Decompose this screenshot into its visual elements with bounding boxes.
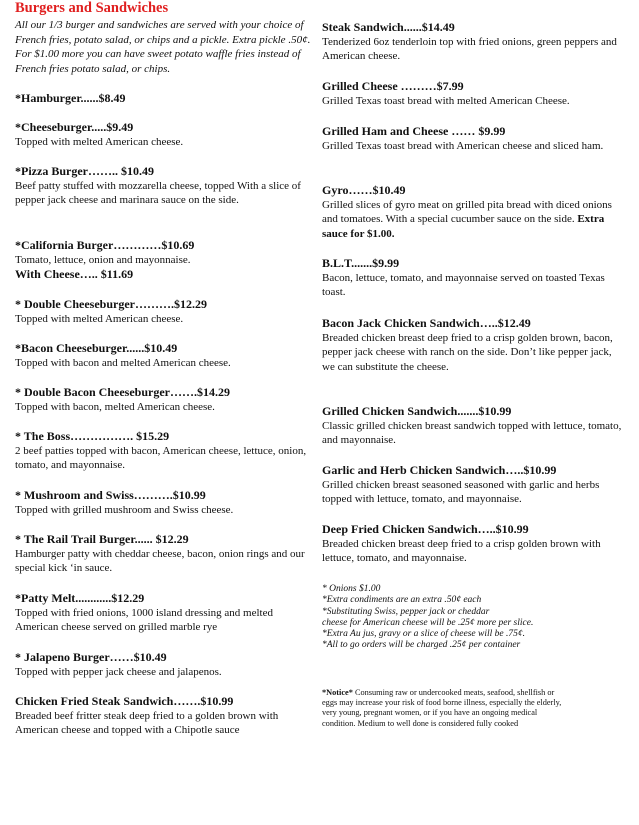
item-description: Breaded chicken breast deep fried to a crisp golden brown, bacon, pepper jack cheese with ranch on the side. Don’t like pepper jack, we can substitute the cheese. [322, 331, 613, 373]
menu-item [15, 341, 315, 370]
menu-item [322, 256, 624, 300]
item-name: * Double Cheeseburger……….$12.29 [15, 297, 207, 311]
item-description: Topped with grilled mushroom and Swiss cheese. [15, 503, 234, 516]
menu-item [15, 297, 315, 326]
menu-item [15, 650, 315, 679]
item-description: Grilled Texas toast bread with melted American Cheese. [322, 94, 570, 107]
item-description: Topped with fried onions, 1000 island dressing and melted American cheese served on grilled marble rye [15, 606, 273, 633]
item-name: Grilled Ham and Cheese …… $9.99 [322, 124, 506, 138]
item-description: Bacon, lettuce, tomato, and mayonnaise served on toasted Texas toast. [322, 271, 605, 298]
menu-item [322, 79, 624, 108]
intro-text: All our 1/3 burger and sandwiches are served with your choice of French fries, potato salad, or chips and a pickle. Extra pickle .50¢. For $1.00 more you can have sweet potato waffle fries instead of French fries potato salad, or chips. [15, 19, 311, 75]
item-name: *Cheeseburger.....$9.49 [15, 120, 134, 134]
item-name: *Patty Melt............$12.29 [15, 591, 145, 605]
item-description: 2 beef patties topped with bacon, American cheese, lettuce, onion, tomato, and mayonnaise. [15, 444, 307, 471]
item-description: Tenderized 6oz tenderloin top with fried onions, green peppers and American cheese. [322, 35, 617, 62]
item-description: Hamburger patty with cheddar cheese, bacon, onion rings and our special kick ‘in sauce. [15, 547, 305, 574]
item-description: Topped with melted American cheese. [15, 312, 184, 325]
item-description [322, 198, 624, 242]
item-description: Grilled Texas toast bread with American cheese and sliced ham. [322, 139, 604, 152]
menu-item [322, 124, 624, 153]
item-name: * Jalapeno Burger……$10.49 [15, 650, 167, 664]
note-line: cheese for American cheese will be .25¢ more per slice. [322, 617, 534, 628]
item-name: *Hamburger......$8.49 [15, 91, 126, 105]
note-line: *Extra condiments are an extra .50¢ each [322, 595, 482, 606]
item-description: Topped with bacon, melted American cheese. [15, 400, 215, 413]
menu-item [15, 532, 315, 576]
notice-text: Consuming raw or undercooked meats, seafood, shellfish or eggs may increase your risk of food borne illness, especially the elderly, very young, pregnant women, or if you have an ongoing medical condition. Medium to well done is considered fully cooked [322, 688, 562, 728]
item-name: Bacon Jack Chicken Sandwich…..$12.49 [322, 316, 531, 330]
note-line: *All to go orders will be charged .25¢ per container [322, 640, 521, 651]
note-line: * Onions $1.00 [322, 584, 381, 594]
item-name: B.L.T.......$9.99 [322, 256, 400, 270]
extra-sauce-note: Extra sauce for $1.00. [322, 213, 605, 240]
menu-item [15, 488, 315, 517]
menu-item [15, 238, 315, 282]
item-name: *Pizza Burger…….. $10.49 [15, 164, 154, 178]
item-description: Breaded beef fritter steak deep fried to a golden brown with American cheese and topped with a Chipotle sauce [15, 709, 279, 736]
item-name: Gyro……$10.49 [322, 183, 406, 197]
menu-item [322, 20, 624, 64]
menu-item [322, 522, 624, 566]
item-description: Tomato, lettuce, onion and mayonnaise. [15, 253, 191, 266]
item-name: * Mushroom and Swiss……….$10.99 [15, 488, 206, 502]
item-name: *California Burger…………$10.69 [15, 238, 195, 252]
menu-item [322, 463, 624, 507]
item-sub-option: With Cheese….. $11.69 [15, 267, 134, 281]
menu-item [15, 120, 315, 149]
menu-item [15, 164, 315, 208]
item-name: *Bacon Cheeseburger......$10.49 [15, 341, 178, 355]
notice-label: *Notice* [322, 688, 353, 697]
item-name: * The Rail Trail Burger...... $12.29 [15, 532, 189, 546]
note-line: *Substituting Swiss, pepper jack or cheddar [322, 606, 490, 617]
item-description: Topped with melted American cheese. [15, 135, 184, 148]
item-name: * Double Bacon Cheeseburger…….$14.29 [15, 385, 230, 399]
section-title: Burgers and Sandwiches [15, 0, 169, 16]
item-description: Breaded chicken breast deep fried to a crisp golden brown with lettuce, tomato, and mayonnaise. [322, 537, 601, 564]
item-name: Steak Sandwich......$14.49 [322, 20, 455, 34]
item-name: Garlic and Herb Chicken Sandwich…..$10.99 [322, 463, 557, 477]
item-description: Classic grilled chicken breast sandwich topped with lettuce, tomato, and mayonnaise. [322, 419, 622, 446]
item-description-text: Grilled slices of gyro meat on grilled pita bread with diced onions and tomatoes. With a special cucumber sauce on the side. [322, 198, 612, 225]
item-name: Deep Fried Chicken Sandwich…..$10.99 [322, 522, 529, 536]
menu-item [15, 91, 315, 106]
menu-item [15, 694, 315, 738]
menu-item [15, 591, 315, 635]
menu-item [15, 385, 315, 414]
note-line: *Extra Au jus, gravy or a slice of cheese will be .75¢. [322, 629, 525, 640]
menu-item [322, 316, 624, 374]
item-description: Topped with pepper jack cheese and jalapenos. [15, 665, 222, 678]
item-description: Grilled chicken breast seasoned seasoned with garlic and herbs topped with lettuce, tomato, and mayonnaise. [322, 478, 600, 505]
food-safety-notice [322, 688, 562, 729]
menu-item [322, 183, 624, 241]
item-description: Beef patty stuffed with mozzarella cheese, topped With a slice of pepper jack cheese and marinara sauce on the side. [15, 179, 301, 206]
item-name: Chicken Fried Steak Sandwich…….$10.99 [15, 694, 234, 708]
item-name: Grilled Chicken Sandwich.......$10.99 [322, 404, 512, 418]
item-name: * The Boss……………. $15.29 [15, 429, 170, 443]
menu-item [322, 404, 624, 448]
item-description: Topped with bacon and melted American cheese. [15, 356, 231, 369]
menu-notes [322, 584, 622, 652]
menu-item [15, 429, 315, 473]
item-name: Grilled Cheese ………$7.99 [322, 79, 464, 93]
